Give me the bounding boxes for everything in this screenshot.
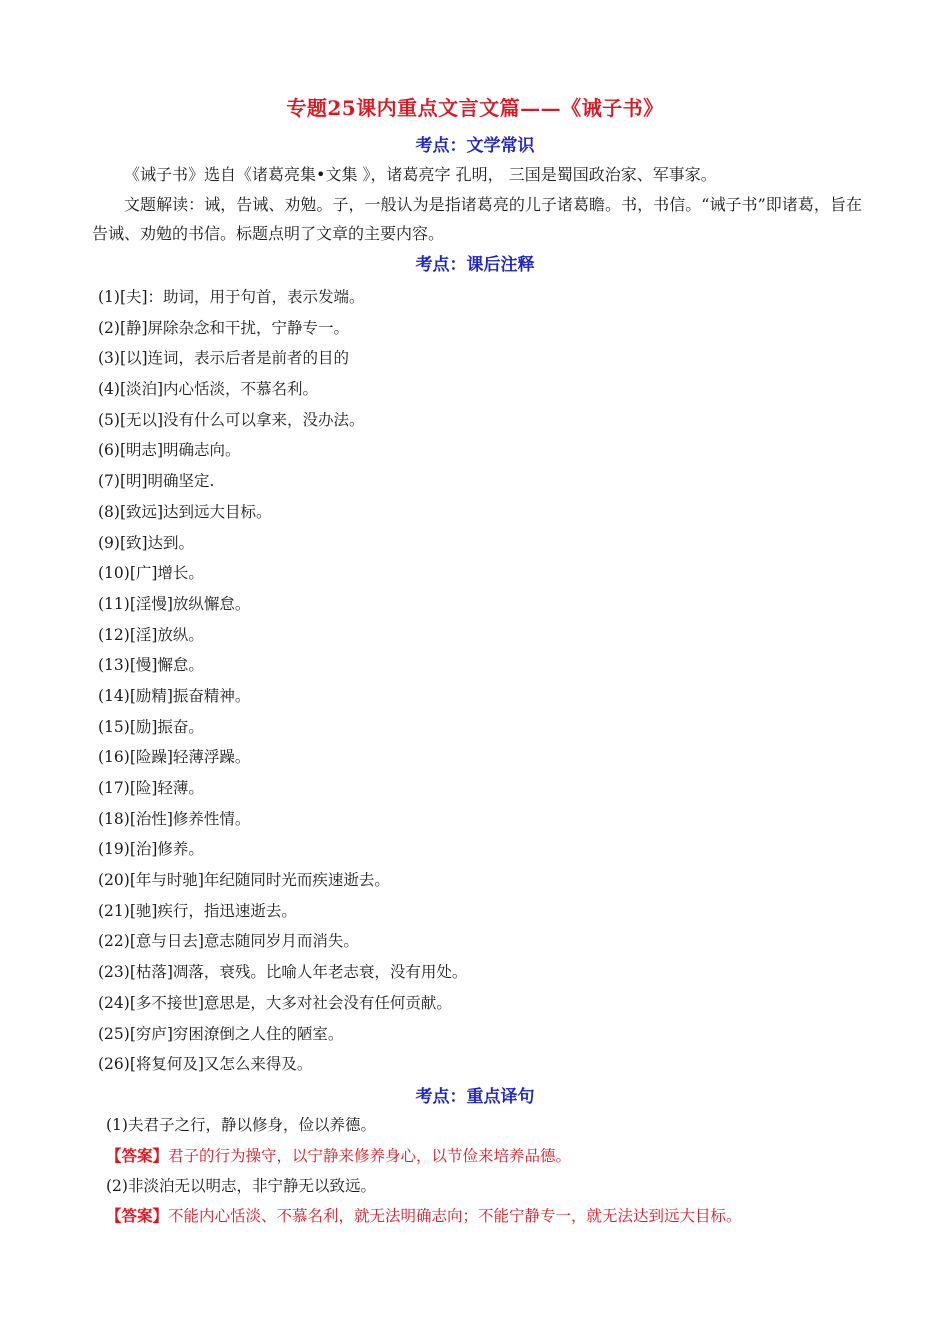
translation-answer-1 — [106, 1141, 571, 1171]
translation-question-2: (2)非淡泊无以明志，非宁静无以致远。 — [106, 1177, 376, 1195]
note-item: (4)[淡泊]内心恬淡，不慕名利。 — [98, 380, 319, 399]
note-item: (24)[多不接世]意思是，大多对社会没有任何贡献。 — [98, 993, 452, 1012]
note-item: (11)[淫慢]放纵懈怠。 — [98, 594, 251, 613]
note-item: (20)[年与时驰]年纪随同时光而疾速逝去。 — [98, 871, 390, 890]
note-item: (21)[驰]疾行，指迅速逝去。 — [98, 901, 297, 920]
section-heading-literature: 考点：文学常识 — [415, 136, 535, 156]
notes-list — [98, 282, 858, 1080]
section-heading-translation: 考点：重点译句 — [415, 1087, 535, 1107]
note-item: (5)[无以]没有什么可以拿来，没办法。 — [98, 410, 365, 429]
answer-tag: 【答案】 — [106, 1146, 169, 1165]
note-item: (9)[致]达到。 — [98, 533, 195, 552]
note-item: (3)[以]连词，表示后者是前者的目的 — [98, 349, 350, 368]
note-item: (2)[静]屏除杂念和干扰，宁静专一。 — [98, 318, 350, 337]
section-heading-notes: 考点：课后注释 — [415, 255, 535, 275]
note-item: (22)[意与日去]意志随同岁月而消失。 — [98, 932, 359, 951]
note-item: (18)[治性]修养性情。 — [98, 809, 251, 828]
note-item: (25)[穷庐]穷困潦倒之人住的陋室。 — [98, 1024, 344, 1043]
translation-answer-2 — [106, 1201, 742, 1231]
note-item: (10)[广]增长。 — [98, 564, 204, 583]
answer-text: 不能内心恬淡、不慕名利，就无法明确志向；不能宁静专一，就无法达到远大目标。 — [168, 1207, 742, 1225]
document-title: 专题25课内重点文言文篇——《诫子书》 — [286, 96, 664, 120]
note-item: (6)[明志]明确志向。 — [98, 441, 241, 460]
answer-text: 君子的行为操守，以宁静来修养身心，以节俭来培养品德。 — [168, 1147, 572, 1165]
note-item: (14)[励精]振奋精神。 — [98, 686, 251, 705]
translation-question-1: (1)夫君子之行，静以修身，俭以养德。 — [106, 1116, 376, 1134]
note-item: (17)[险]轻薄。 — [98, 779, 204, 797]
note-item: (8)[致远]达到远大目标。 — [98, 502, 272, 521]
note-item: (13)[慢]懈怠。 — [98, 656, 204, 675]
answer-tag: 【答案】 — [106, 1206, 169, 1225]
note-item: (16)[险躁]轻薄浮躁。 — [98, 748, 251, 767]
note-item: (19)[治]修养。 — [98, 840, 204, 859]
literature-paragraph-2: 文题解读：诫，告诫、劝勉。子，一般认为是指诸葛亮的儿子诸葛瞻。书，书信。“诫子书”即诸葛，旨在告诫、劝勉的书信。标题点明了文章的主要内容。 — [92, 195, 862, 243]
note-item: (7)[明]明确坚定. — [98, 472, 215, 491]
note-item: (26)[将复何及]又怎么来得及。 — [98, 1055, 313, 1074]
note-item: (23)[枯落]凋落，衰残。比喻人年老志衰，没有用处。 — [98, 963, 468, 982]
note-item: (12)[淫]放纵。 — [98, 625, 204, 644]
note-item: (1)[夫]：助词，用于句首，表示发端。 — [98, 288, 365, 306]
literature-paragraph-1: 《诫子书》选自《诸葛亮集•文集 》，诸葛亮字 孔明， 三国是蜀国政治家、军事家。 — [124, 165, 717, 184]
note-item: (15)[励]振奋。 — [98, 717, 204, 736]
